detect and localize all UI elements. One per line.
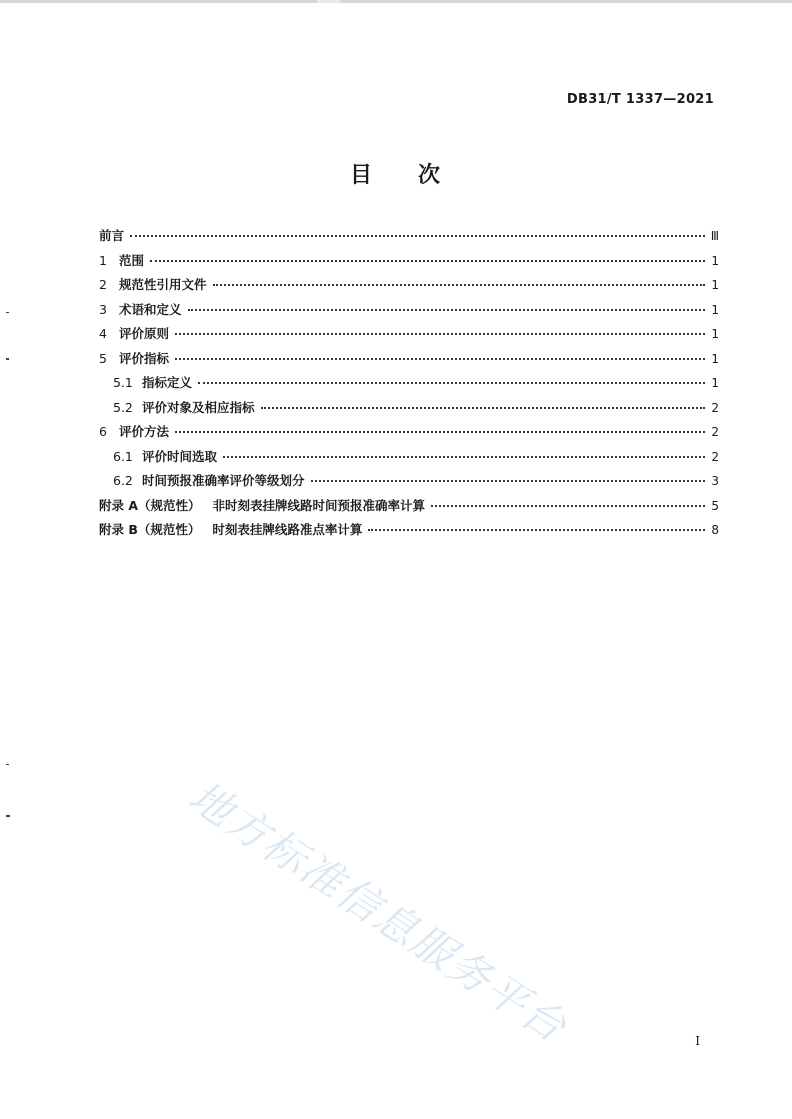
toc-leader	[431, 505, 705, 507]
toc-entry-page: 2	[711, 449, 719, 464]
scan-mark	[6, 764, 9, 765]
top-rule	[0, 0, 792, 3]
document-code: DB31/T 1337—2021	[566, 92, 714, 107]
toc-entry-2[interactable]	[99, 275, 719, 300]
toc-entry-page: 1	[711, 351, 719, 366]
toc-entry-number: 6	[99, 424, 107, 439]
toc-entry-page: 5	[711, 498, 719, 513]
toc-leader	[368, 529, 705, 531]
toc-entry-5[interactable]	[99, 349, 719, 374]
toc-leader	[261, 407, 705, 409]
toc-entry-4[interactable]	[99, 324, 719, 349]
toc-entry-number: 6.1	[113, 448, 133, 464]
toc-entry-page: 2	[711, 400, 719, 415]
toc-entry-annex-b[interactable]	[99, 520, 719, 545]
toc-entry-label: 指标定义	[142, 375, 193, 390]
toc-entry-label: 评价原则	[119, 326, 170, 341]
toc-entry-number: 5.2	[113, 399, 133, 415]
toc-leader	[175, 431, 705, 433]
toc-entry-annex-a[interactable]	[99, 496, 719, 521]
toc-leader	[198, 382, 705, 384]
toc-entry-number: 3	[99, 301, 107, 317]
scan-mark	[6, 358, 9, 360]
toc-entry-label: 时间预报准确率评价等级划分	[142, 473, 305, 488]
toc-leader	[188, 309, 705, 311]
toc-entry-label: 术语和定义	[119, 301, 182, 317]
toc-entry-number: 5	[99, 350, 107, 366]
toc-entry-label: 规范性引用文件	[119, 277, 207, 292]
toc-leader	[150, 260, 705, 262]
toc-leader	[175, 333, 705, 335]
toc-entry-label: 范围	[119, 252, 145, 268]
toc-entry-number: 1	[99, 252, 107, 268]
watermark: 地方标准信息服务平台	[180, 771, 577, 1053]
toc-entry-1[interactable]	[99, 251, 719, 276]
toc-annex-prefix: 附录 B（规范性）	[99, 522, 201, 537]
toc-leader	[175, 358, 705, 360]
title-part-2: 次	[418, 163, 443, 188]
toc-entry-label: 评价对象及相应指标	[142, 399, 255, 415]
scan-mark	[6, 815, 10, 817]
toc-leader	[213, 284, 705, 286]
toc-entry-page: 2	[711, 425, 719, 439]
toc-entry-number: 4	[99, 326, 107, 341]
toc-entry-page: 1	[711, 376, 719, 390]
toc-entry-number: 5.1	[113, 375, 133, 390]
title-part-1: 目	[349, 163, 374, 188]
toc-entry-label: 非时刻表挂牌线路时间预报准确率计算	[212, 497, 426, 513]
toc-entry-5-1[interactable]	[99, 373, 719, 398]
toc-leader	[311, 480, 705, 482]
toc-entry-3[interactable]	[99, 300, 719, 325]
toc-entry-foreword[interactable]	[99, 226, 719, 251]
toc-annex-prefix: 附录 A（规范性）	[99, 497, 201, 513]
toc-entry-page: 1	[711, 253, 719, 268]
toc-entry-6[interactable]	[99, 422, 719, 447]
footer-page-number: I	[695, 1034, 700, 1048]
toc-entry-label: 评价方法	[119, 424, 170, 439]
toc-leader	[130, 235, 705, 237]
toc-entry-label: 时刻表挂牌线路准点率计算	[212, 522, 363, 537]
toc-leader	[223, 456, 705, 458]
table-of-contents	[99, 226, 719, 545]
toc-entry-page: Ⅲ	[710, 229, 719, 243]
toc-entry-label: 评价指标	[119, 350, 170, 366]
toc-entry-page: 1	[711, 327, 719, 341]
toc-entry-page: 1	[711, 302, 719, 317]
toc-entry-page: 1	[711, 278, 719, 292]
toc-entry-6-1[interactable]	[99, 447, 719, 472]
toc-entry-page: 3	[711, 474, 719, 488]
toc-entry-label: 评价时间选取	[142, 448, 218, 464]
toc-entry-number: 2	[99, 277, 107, 292]
scan-mark	[6, 312, 9, 313]
toc-entry-number: 6.2	[113, 473, 133, 488]
toc-entry-5-2[interactable]	[99, 398, 719, 423]
toc-entry-6-2[interactable]	[99, 471, 719, 496]
toc-entry-label: 前言	[99, 228, 125, 243]
toc-entry-page: 8	[711, 523, 719, 537]
page-title	[0, 158, 792, 189]
